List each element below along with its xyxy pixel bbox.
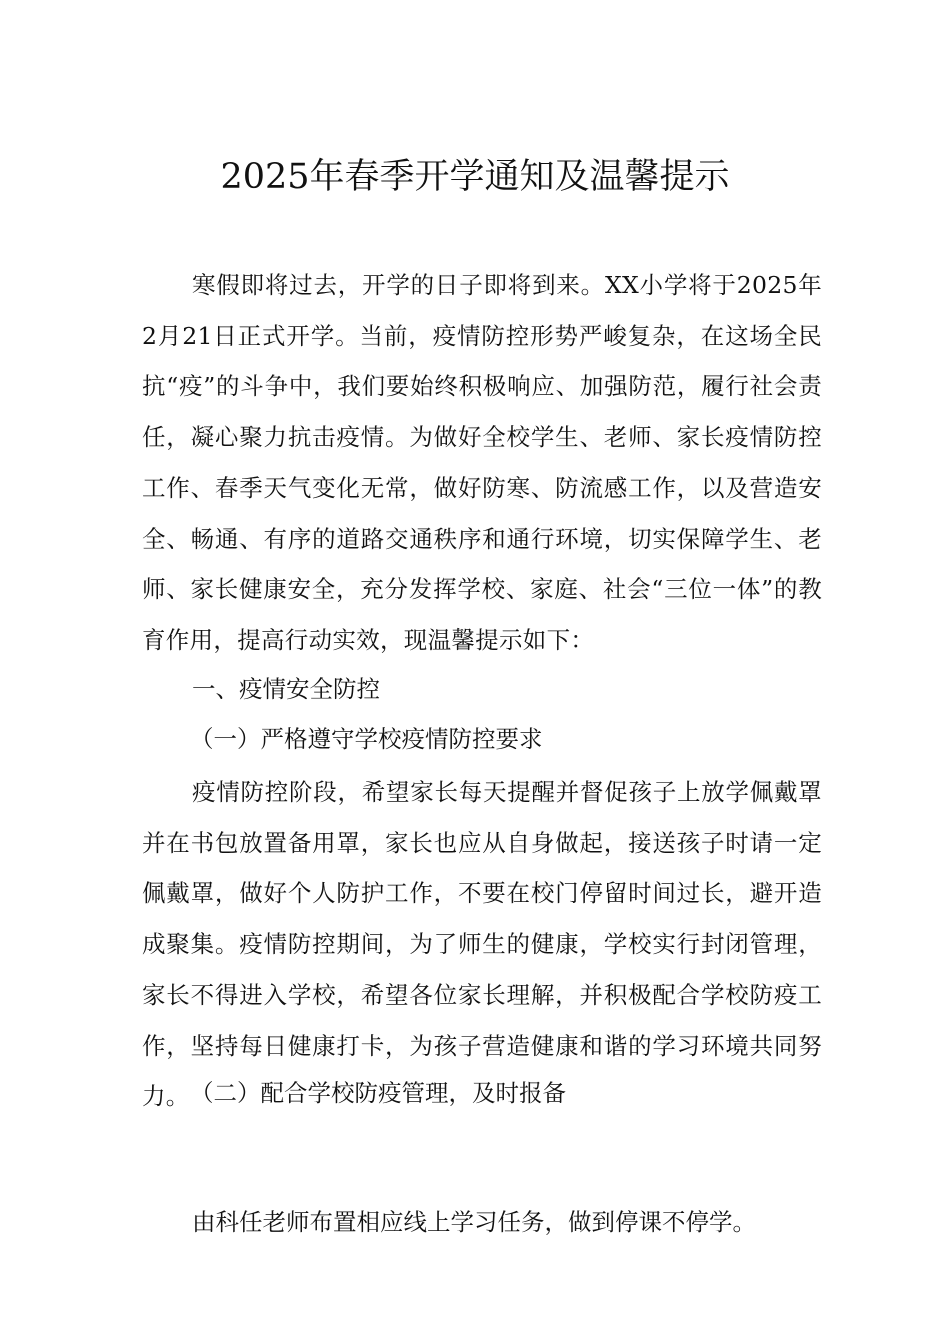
section-heading-epidemic-prevention: 一、疫情安全防控	[192, 675, 380, 703]
closing-line: 由科任老师布置相应线上学习任务，做到停课不停学。	[192, 1208, 756, 1236]
document-title: 2025年春季开学通知及温馨提示	[220, 157, 730, 197]
subsection-paragraph-requirements: 疫情防控阶段，希望家长每天提醒并督促孩子上放学佩戴罩并在书包放置备用罩，家长也应从自身做起，接送孩子时请一定佩戴罩，做好个人防护工作，不要在校门停留时间过长，避开造成聚集。疫情防控期间，为了师生的健康，学校实行封闭管理，家长不得进入学校，希望各位家长理解，并积极配合学校防疫工作，坚持每日健康打卡，为孩子营造健康和谐的学习环境共同努力。	[142, 778, 822, 1111]
subsection-heading-school-requirements: （一）严格遵守学校疫情防控要求	[190, 725, 543, 753]
intro-paragraph: 寒假即将过去，开学的日子即将到来。XX小学将于2025年2月21日正式开学。当前，疫情防控形势严峻复杂，在这场全民抗“疫”的斗争中，我们要始终积极响应、加强防范，履行社会责任，凝心聚力抗击疫情。为做好全校学生、老师、家长疫情防控工作、春季天气变化无常，做好防寒、防流感工作，以及营造安全、畅通、有序的道路交通秩序和通行环境，切实保障学生、老师、家长健康安全，充分发挥学校、家庭、社会“三位一体”的教育作用，提高行动实效，现温馨提示如下：	[142, 271, 822, 654]
subsection-heading-reporting: （二）配合学校防疫管理，及时报备	[190, 1079, 566, 1107]
